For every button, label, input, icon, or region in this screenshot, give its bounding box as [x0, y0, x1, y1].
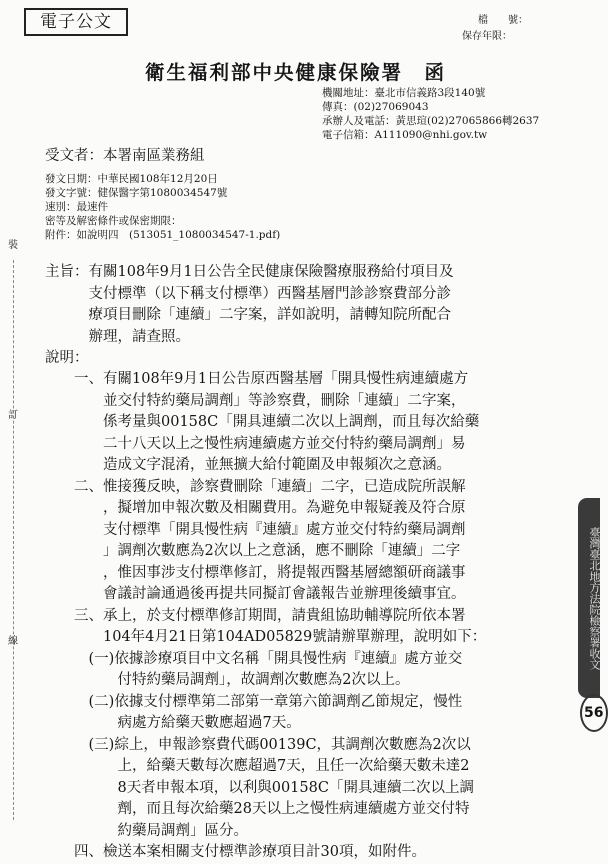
file-number-label: 檔 號：: [478, 15, 528, 26]
explanation-line: 三、承上，於支付標準修訂期間，請貴組協助輔導院所依本署: [45, 607, 466, 624]
retention-period-label: 保存年限：: [462, 31, 512, 42]
explanation-line: 」調劑次數應為2次以上之意涵，應不刪除「連續」二字: [45, 543, 461, 559]
explanation-line: 付特約藥局調劑」，故調劑次數應為2次以上。: [45, 672, 410, 688]
explanation-heading: 說明：: [45, 350, 89, 366]
agency-address: 機關地址：臺北市信義路3段140號: [322, 87, 486, 99]
recipient-line: 受文者：本署南區業務組: [45, 148, 205, 164]
explanation-line: 劑，而且每次給藥28天以上之慢性病連續處方並交付特: [45, 801, 470, 817]
explanation-line: ，惟因事涉支付標準修訂，將提報西醫基層總額研商議事: [45, 564, 466, 581]
explanation-line: 係考量與00158C「開具連續二次以上調劑，而且每次給藥: [45, 414, 480, 430]
explanation-line: 約藥局調劑」區分。: [45, 822, 248, 839]
subject-block: [45, 262, 454, 348]
agency-email: 電子信箱：A111090@nhi.gov.tw: [322, 129, 488, 141]
explanation-line: 會議討論通過後再提共同擬訂會議報告並辦理後續事宜。: [45, 586, 466, 602]
dispatch-security: 密等及解密條件或保密期限：: [45, 215, 182, 227]
explanation-line: 並交付特約藥局調劑」等診察費，刪除「連續」二字案，: [45, 392, 466, 409]
document-title: 衛生福利部中央健康保險署 函: [145, 61, 447, 84]
explanation-line: 二、惟接獲反映，診察費刪除「連續」二字，已造成院所誤解: [45, 478, 466, 495]
dispatch-attachment: 附件：如說明四 (513051_1080034547-1.pdf): [45, 229, 281, 241]
electronic-document-stamp: 電子公文: [24, 8, 128, 36]
subject-line: 主旨：有關108年9月1日公告全民健康保險醫療服務給付項目及: [45, 264, 454, 280]
explanation-line: 8天者申報本項，以利與00158C「開具連續二次以上調: [45, 779, 474, 796]
dispatch-speed: 速別：最速件: [45, 201, 108, 213]
explanation-line: 二十八天以上之慢性病連續處方並交付特約藥局調劑」易: [45, 435, 466, 452]
explanation-line: 病處方給藥天數應超過7天。: [45, 715, 301, 731]
explanation-line: (三)綜上，申報診察費代碼00139C，其調劑次數應為2次以: [45, 736, 471, 753]
binding-mark: 裝: [8, 240, 18, 251]
explanation-line: (一)依據診療項目中文名稱「開具慢性病『連續』處方並交: [45, 650, 463, 667]
subject-line: 支付標準（以下稱支付標準）西醫基層門診診察費部分診: [45, 285, 451, 302]
explanation-line: 104年4月21日第104AD05829號請辦單辦理，說明如下：: [45, 629, 487, 645]
subject-line: 辦理，請查照。: [45, 328, 190, 345]
explanation-line: 四、檢送本案相關支付標準診療項目計30項，如附件。: [45, 844, 426, 860]
subject-line: 療項目刪除「連續」二字案，詳如說明，請轉知院所配合: [45, 307, 451, 323]
explanation-line: ，擬增加申報次數及相關費用。為避免申報疑義及符合原: [45, 500, 466, 516]
agency-fax: 傳真：(02)27069043: [322, 101, 429, 113]
binding-line: [13, 260, 14, 820]
dispatch-date: 發文日期：中華民國108年12月20日: [45, 173, 218, 185]
explanation-line: 造成文字混淆，並無擴大給付範圍及申報頻次之意涵。: [45, 457, 451, 473]
explanation-line: (二)依據支付標準第二部第一章第六節調劑乙節規定，慢性: [45, 693, 463, 710]
receipt-seal: 56: [580, 694, 608, 732]
dispatch-number: 發文字號：健保醫字第1080034547號: [45, 187, 228, 199]
explanation-block: [45, 369, 486, 864]
explanation-line: 上，給藥天數每次應超過7天，且任一次給藥天數未達2: [45, 758, 470, 774]
received-stamp: 臺灣臺北地方法院檢察署收文: [578, 498, 600, 698]
binding-mark: 訂: [8, 410, 18, 421]
binding-mark: 線: [8, 636, 18, 647]
explanation-line: 支付標準「開具慢性病『連續』處方並交付特約藥局調劑: [45, 521, 466, 538]
agency-contact: 承辦人及電話：黃思瑄(02)27065866轉2637: [322, 115, 540, 127]
explanation-line: 一、有關108年9月1日公告原西醫基層「開具慢性病連續處方: [45, 371, 469, 387]
